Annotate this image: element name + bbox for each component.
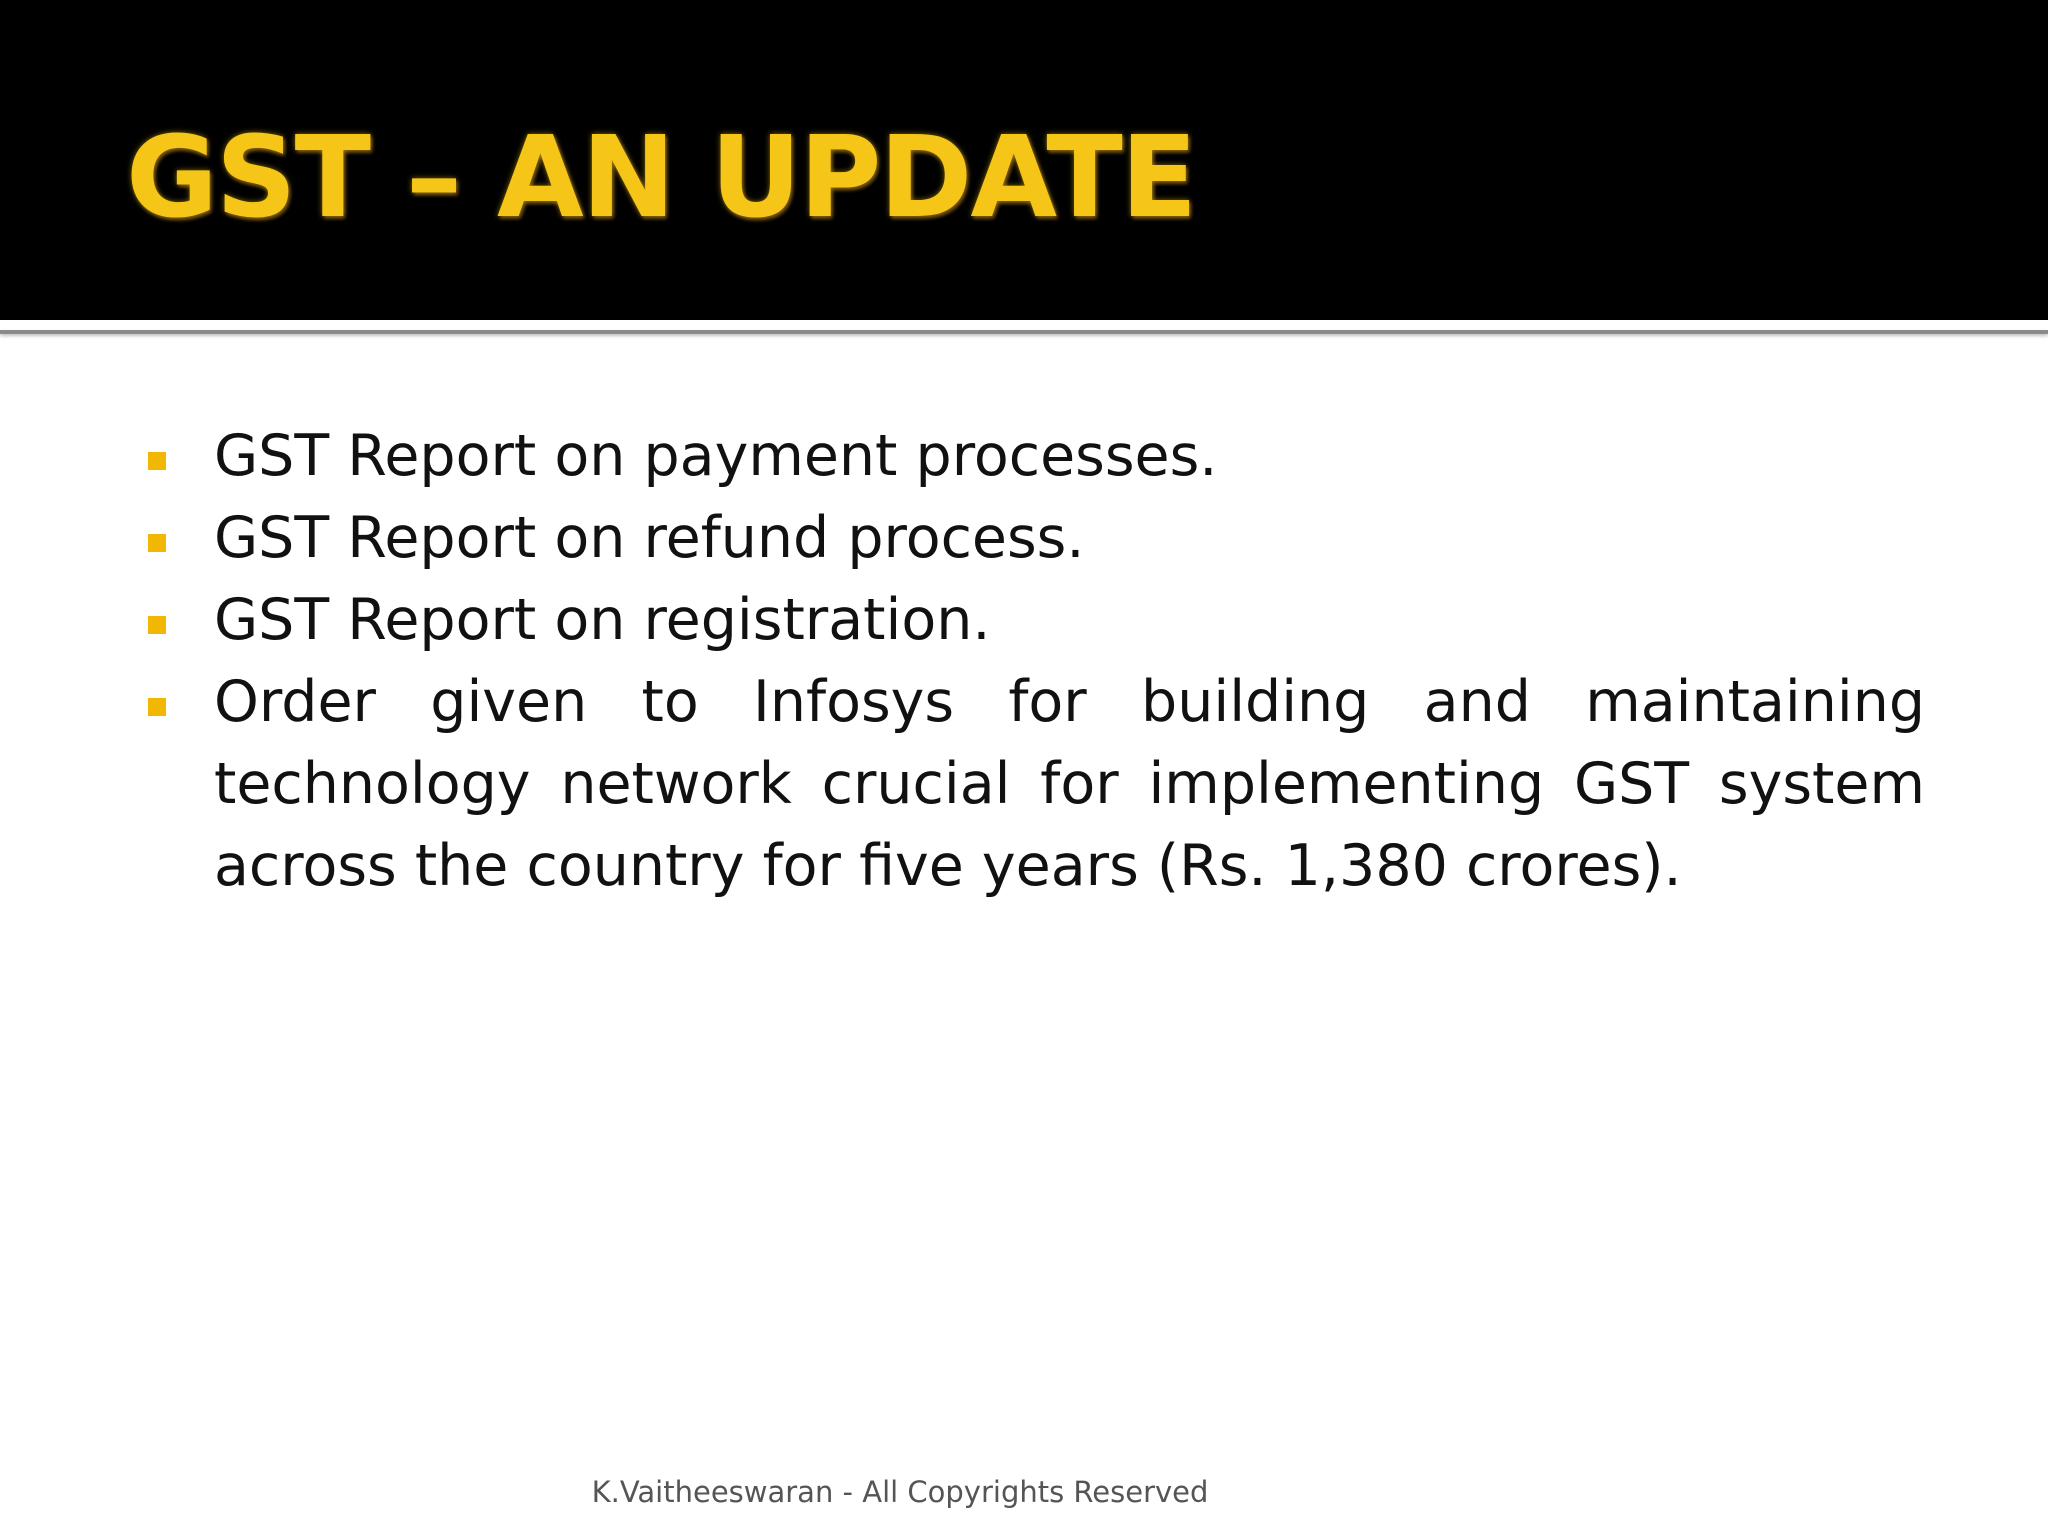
- bullet-item-payment-report: [140, 415, 1925, 497]
- bullet-list: [140, 415, 1925, 907]
- slide-title: GST – AN UPDATE: [126, 113, 1196, 243]
- slide-body: [140, 415, 1925, 907]
- bullet-text: GST Report on registration.: [214, 587, 991, 653]
- bullet-item-registration-report: [140, 579, 1925, 661]
- bullet-text: Order given to Infosys for building and maintaining technology network crucial for implementing GST system across the country for five years (Rs. 1,380 crores).: [214, 669, 1925, 899]
- title-bar: [0, 0, 2048, 320]
- slide-footer: K.Vaitheeswaran - All Copyrights Reserved: [591, 1475, 1209, 1509]
- divider-line: [0, 330, 2048, 334]
- bullet-text: GST Report on refund process.: [214, 505, 1085, 571]
- square-bullet-icon: [148, 534, 166, 552]
- bullet-text: GST Report on payment processes.: [214, 423, 1218, 489]
- square-bullet-icon: [148, 616, 166, 634]
- square-bullet-icon: [148, 452, 166, 470]
- divider-white: [0, 320, 2048, 328]
- square-bullet-icon: [148, 698, 166, 716]
- bullet-item-infosys-order: [140, 661, 1925, 907]
- bullet-item-refund-report: [140, 497, 1925, 579]
